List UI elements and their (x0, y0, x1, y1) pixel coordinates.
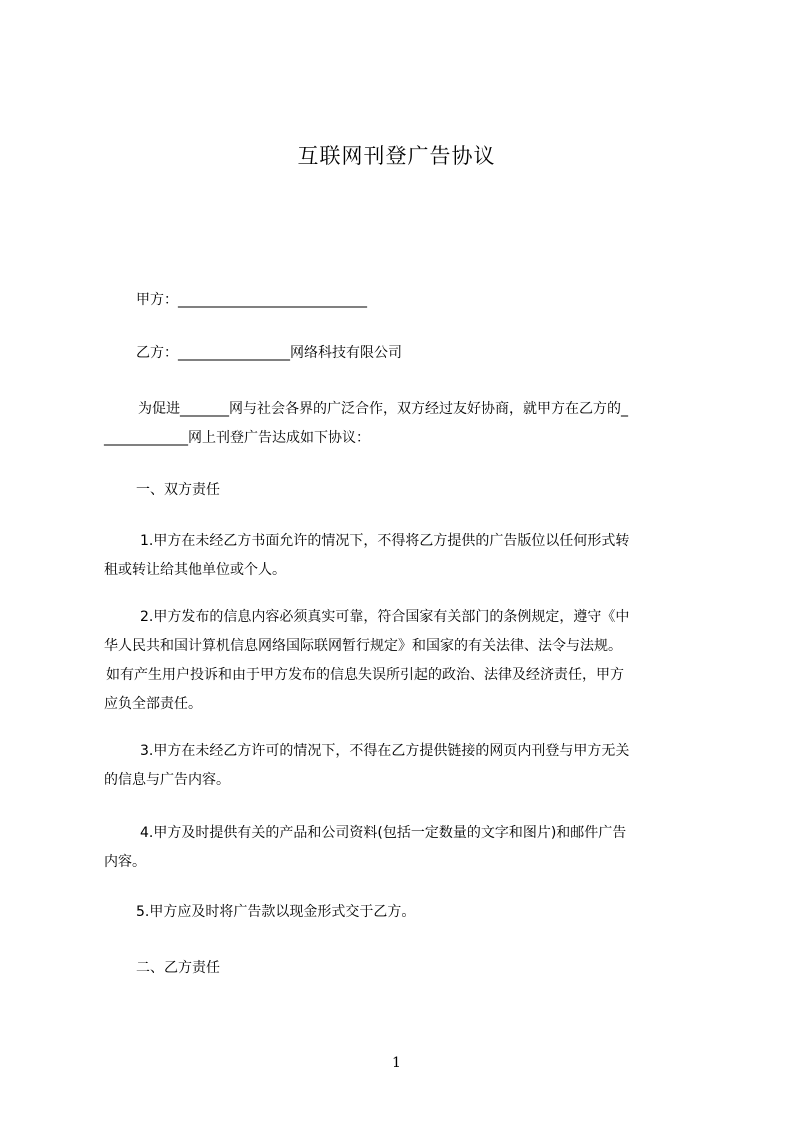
clause-5: 5.甲方应及时将广告款以现金形式交于乙方。 (136, 904, 416, 920)
clause-4-line-1: 4.甲方及时提供有关的产品和公司资料(包括一定数量的文字和图片)和邮件广告 (140, 825, 627, 841)
clause-1 (104, 527, 700, 585)
clause-2-line-1: 2.甲方发布的信息内容必须真实可靠，符合国家有关部门的条例规定，遵守《中 (140, 609, 630, 625)
clause-2-line-3: 如有产生用户投诉和由于甲方发布的信息失误所引起的政治、法律及经济责任，甲方 (106, 667, 624, 683)
party-b-line: 乙方：________________网络科技有限公司 (136, 345, 402, 361)
clause-3-line-1: 3.甲方在未经乙方许可的情况下，不得在乙方提供链接的网页内刊登与甲方无关 (140, 743, 630, 759)
clause-3 (104, 737, 700, 795)
section-1-heading: 一、双方责任 (136, 482, 220, 498)
clause-2-line-2: 华人民共和国计算机信息网络国际联网暂行规定》和国家的有关法律、法令与法规。 (104, 638, 622, 654)
clause-1-line-2: 租或转让给其他单位或个人。 (104, 562, 286, 578)
document-title: 互联网刊登广告协议 (297, 144, 496, 168)
clause-4 (104, 819, 700, 877)
intro-paragraph (104, 395, 700, 453)
clause-2-line-4: 应负全部责任。 (104, 696, 202, 712)
clause-3-line-2: 的信息与广告内容。 (104, 772, 230, 788)
section-2-heading: 二、乙方责任 (136, 960, 220, 976)
clause-1-line-1: 1.甲方在未经乙方书面允许的情况下，不得将乙方提供的广告版位以任何形式转 (140, 533, 630, 549)
party-a-line: 甲方：___________________________ (136, 292, 367, 308)
intro-line-1: 为促进_______网与社会各界的广泛合作，双方经过友好协商，就甲方在乙方的_ (138, 401, 628, 417)
page-number: 1 (392, 1055, 401, 1071)
intro-line-2: ____________网上刊登广告达成如下协议： (104, 430, 370, 446)
clause-2 (104, 603, 700, 719)
clause-4-line-2: 内容。 (104, 854, 146, 870)
